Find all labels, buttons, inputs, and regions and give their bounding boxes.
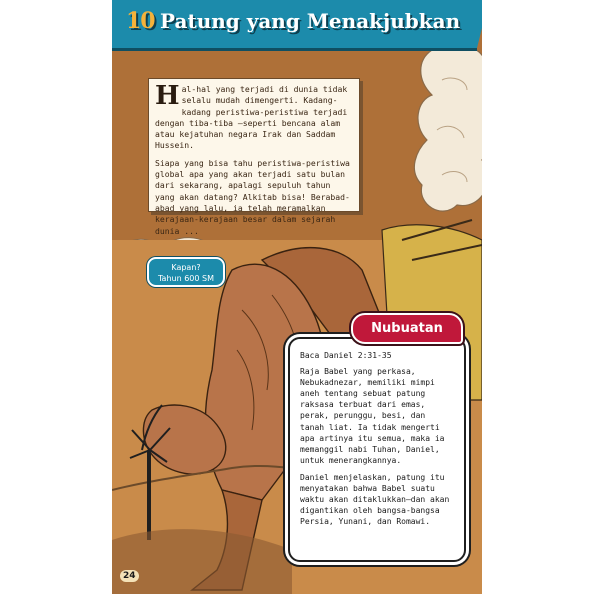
intro-paragraph-1: al-hal yang terjadi di dunia tidak selalu mudah dimengerti. Kadang-kadang peristiwa-peristiwa terjadi dengan tiba-tiba —seperti bencana alam atau kejatuhan negara Irak dan Saddam Hussein.: [155, 84, 348, 151]
when-badge-date: Tahun 600 SM: [157, 274, 214, 283]
intro-paragraph-2: Siapa yang bisa tahu peristiwa-peristiwa global apa yang akan terjadi satu bulan dari sekarang, apalagi sepuluh tahun yang akan datang? Alkitab bisa! Berabad-abad yang lalu, ia telah meramalkan kerajaan-kerajaan besar dalam sejarah dunia ...: [155, 157, 350, 236]
book-page: [112, 0, 482, 594]
chapter-number: 10: [126, 8, 155, 34]
page-number: 24: [120, 570, 139, 582]
when-badge: [147, 257, 225, 287]
scripture-reference: Baca Daniel 2:31-35: [300, 351, 392, 360]
chapter-title: Patung yang Menakjubkan: [160, 9, 461, 33]
prophecy-paragraph-2: Daniel menjelaskan, patung itu menyatakan bahwa Babel suatu waktu akan ditaklukkan—dan akan digantikan oleh bangsa-bangsa Persia, Yunani, dan Romawi.: [300, 472, 450, 527]
smoke-cloud-illustration: [412, 40, 482, 220]
prophecy-tab-label: Nubuatan: [351, 313, 463, 344]
prophecy-box: [288, 337, 466, 562]
when-badge-question: Kapan?: [171, 263, 201, 272]
intro-text-box: [148, 78, 360, 236]
drop-cap: H: [155, 81, 180, 111]
chapter-title-banner: [112, 0, 477, 51]
prophecy-paragraph-1: Raja Babel yang perkasa, Nebukadnezar, memiliki mimpi aneh tentang sebuat patung raksasa terbuat dari emas, perak, perunggu, besi, dan tanah liat. Ia tidak mengerti apa artinya itu semua, maka ia memanggil nabi Tuhan, Daniel, untuk menerangkannya.: [300, 367, 445, 465]
